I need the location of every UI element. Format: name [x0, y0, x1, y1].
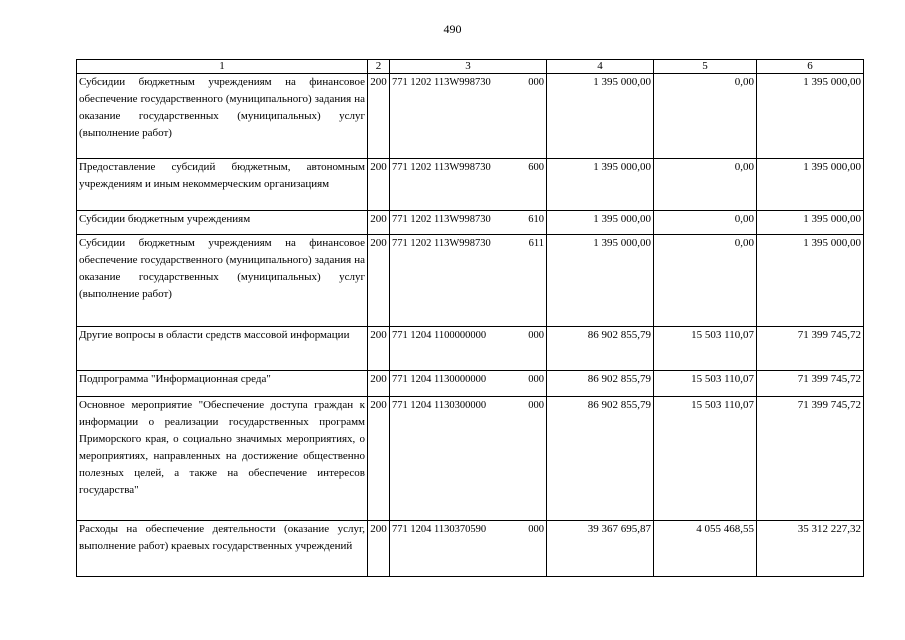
column-header-1: 1: [77, 60, 368, 74]
row-name: Субсидии бюджетным учреждениям на финансовое обеспечение государственного (муниципального) задания на оказание государственных (муниципальных) услуг (выполнение работ): [77, 235, 368, 327]
row-code-200: 200: [368, 397, 390, 521]
table-row: [77, 371, 864, 397]
row-expense-type: 000: [528, 374, 544, 385]
row-value-col4: 1 395 000,00: [547, 211, 654, 235]
row-value-col4: 1 395 000,00: [547, 74, 654, 159]
row-classification-code: [390, 211, 547, 235]
row-value-col6: 1 395 000,00: [757, 235, 864, 327]
table-row: [77, 211, 864, 235]
table-row: [77, 397, 864, 521]
row-name: Подпрограмма "Информационная среда": [77, 371, 368, 397]
column-header-6: 6: [757, 60, 864, 74]
row-code-200: 200: [368, 211, 390, 235]
row-classification-code: [390, 74, 547, 159]
row-name: Расходы на обеспечение деятельности (оказание услуг, выполнение работ) краевых государственных учреждений: [77, 521, 368, 577]
row-classification-code: [390, 159, 547, 211]
row-classification-code: [390, 371, 547, 397]
row-code: 771 1204 1130370590: [392, 524, 487, 535]
row-value-col5: 15 503 110,07: [654, 327, 757, 371]
row-value-col6: 35 312 227,32: [757, 521, 864, 577]
row-code: 771 1202 113W998730: [392, 214, 491, 225]
row-value-col5: 0,00: [654, 74, 757, 159]
row-value-col5: 0,00: [654, 235, 757, 327]
row-code: 771 1204 1100000000: [392, 330, 487, 341]
table-body: [77, 60, 864, 577]
row-classification-code: [390, 235, 547, 327]
row-name: Предоставление субсидий бюджетным, автономным учреждениям и иным некоммерческим организациям: [77, 159, 368, 211]
row-code: 771 1204 1130300000: [392, 400, 487, 411]
row-classification-code: [390, 521, 547, 577]
row-code-200: 200: [368, 327, 390, 371]
row-expense-type: 610: [528, 214, 544, 225]
table-row: [77, 327, 864, 371]
row-value-col6: 71 399 745,72: [757, 327, 864, 371]
row-code-200: 200: [368, 521, 390, 577]
row-value-col4: 1 395 000,00: [547, 159, 654, 211]
row-value-col5: 15 503 110,07: [654, 371, 757, 397]
row-name: Субсидии бюджетным учреждениям на финансовое обеспечение государственного (муниципального) задания на оказание государственных (муниципальных) услуг (выполнение работ): [77, 74, 368, 159]
row-code-200: 200: [368, 159, 390, 211]
budget-table: [76, 59, 864, 577]
column-header-2: 2: [368, 60, 390, 74]
table-row: [77, 159, 864, 211]
row-value-col5: 4 055 468,55: [654, 521, 757, 577]
row-value-col4: 86 902 855,79: [547, 397, 654, 521]
table-row: [77, 235, 864, 327]
row-expense-type: 611: [528, 238, 544, 249]
row-expense-type: 600: [528, 162, 544, 173]
row-value-col6: 71 399 745,72: [757, 397, 864, 521]
row-value-col6: 71 399 745,72: [757, 371, 864, 397]
row-value-col6: 1 395 000,00: [757, 74, 864, 159]
row-code: 771 1204 1130000000: [392, 374, 487, 385]
row-expense-type: 000: [528, 524, 544, 535]
column-header-5: 5: [654, 60, 757, 74]
table-row: [77, 74, 864, 159]
row-classification-code: [390, 327, 547, 371]
row-code: 771 1202 113W998730: [392, 162, 491, 173]
row-name: Субсидии бюджетным учреждениям: [77, 211, 368, 235]
row-code: 771 1202 113W998730: [392, 238, 491, 249]
row-code-200: 200: [368, 235, 390, 327]
row-value-col4: 86 902 855,79: [547, 327, 654, 371]
column-header-4: 4: [547, 60, 654, 74]
page-number: 490: [443, 22, 462, 36]
row-value-col5: 0,00: [654, 211, 757, 235]
row-expense-type: 000: [528, 330, 544, 341]
row-expense-type: 000: [528, 77, 544, 88]
row-classification-code: [390, 397, 547, 521]
row-value-col4: 1 395 000,00: [547, 235, 654, 327]
row-code-200: 200: [368, 371, 390, 397]
row-name: Другие вопросы в области средств массовой информации: [77, 327, 368, 371]
row-code-200: 200: [368, 74, 390, 159]
row-value-col4: 39 367 695,87: [547, 521, 654, 577]
row-value-col5: 15 503 110,07: [654, 397, 757, 521]
row-value-col6: 1 395 000,00: [757, 159, 864, 211]
row-expense-type: 000: [528, 400, 544, 411]
row-value-col6: 1 395 000,00: [757, 211, 864, 235]
column-header-3: 3: [390, 60, 547, 74]
row-value-col4: 86 902 855,79: [547, 371, 654, 397]
header-row: [77, 60, 864, 74]
table-row: [77, 521, 864, 577]
row-code: 771 1202 113W998730: [392, 77, 491, 88]
row-value-col5: 0,00: [654, 159, 757, 211]
row-name: Основное мероприятие "Обеспечение доступа граждан к информации о реализации государственных программ Приморского края, о социально значимых мероприятиях, о мероприятиях, направленных на достижение общественно полезных целей, а также на обеспечение интересов государства": [77, 397, 368, 521]
